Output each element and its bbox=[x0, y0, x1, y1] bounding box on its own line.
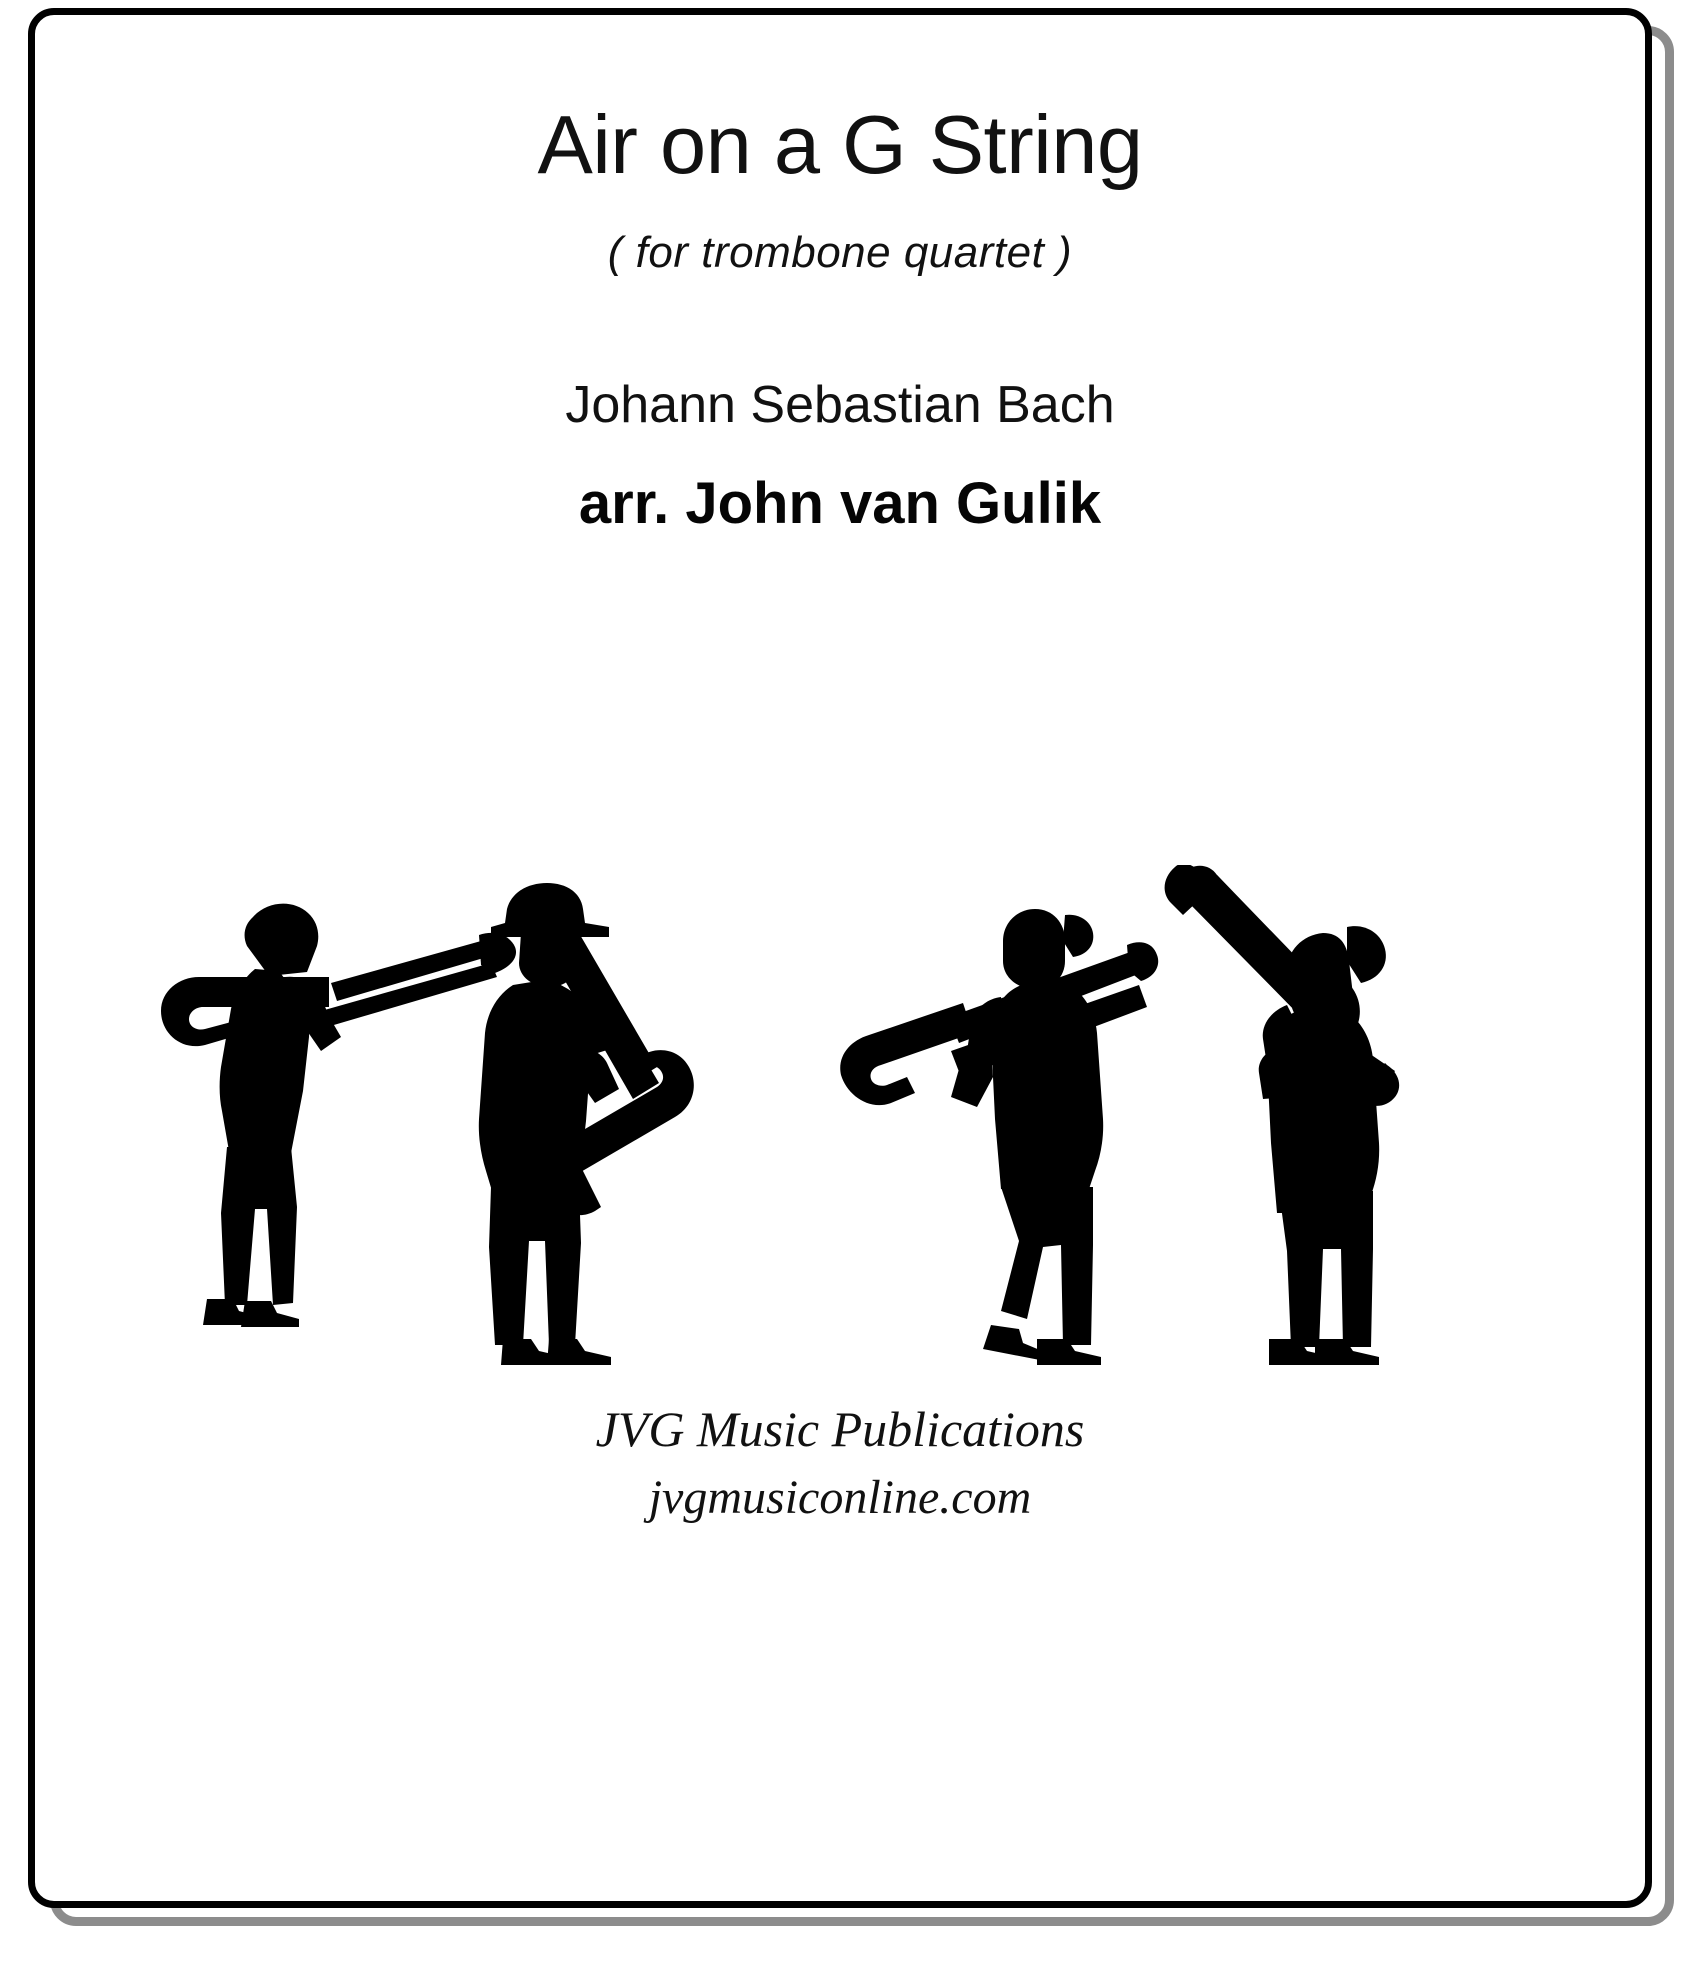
trombonist-silhouette-1 bbox=[161, 904, 516, 1327]
page-subtitle: ( for trombone quartet ) bbox=[607, 228, 1073, 277]
trombonist-silhouette-3 bbox=[840, 909, 1158, 1365]
composer-name: Johann Sebastian Bach bbox=[565, 376, 1115, 434]
arranger-name: arr. John van Gulik bbox=[578, 471, 1102, 536]
publisher-name: JVG Music Publications bbox=[595, 1401, 1085, 1457]
page-title: Air on a G String bbox=[537, 98, 1143, 191]
page-inner-frame bbox=[28, 8, 1652, 1908]
trombone-quartet-silhouettes-illustration bbox=[135, 865, 1555, 1365]
publisher-website: jvgmusiconline.com bbox=[648, 1471, 1032, 1524]
trombonist-silhouette-4 bbox=[1165, 865, 1400, 1365]
